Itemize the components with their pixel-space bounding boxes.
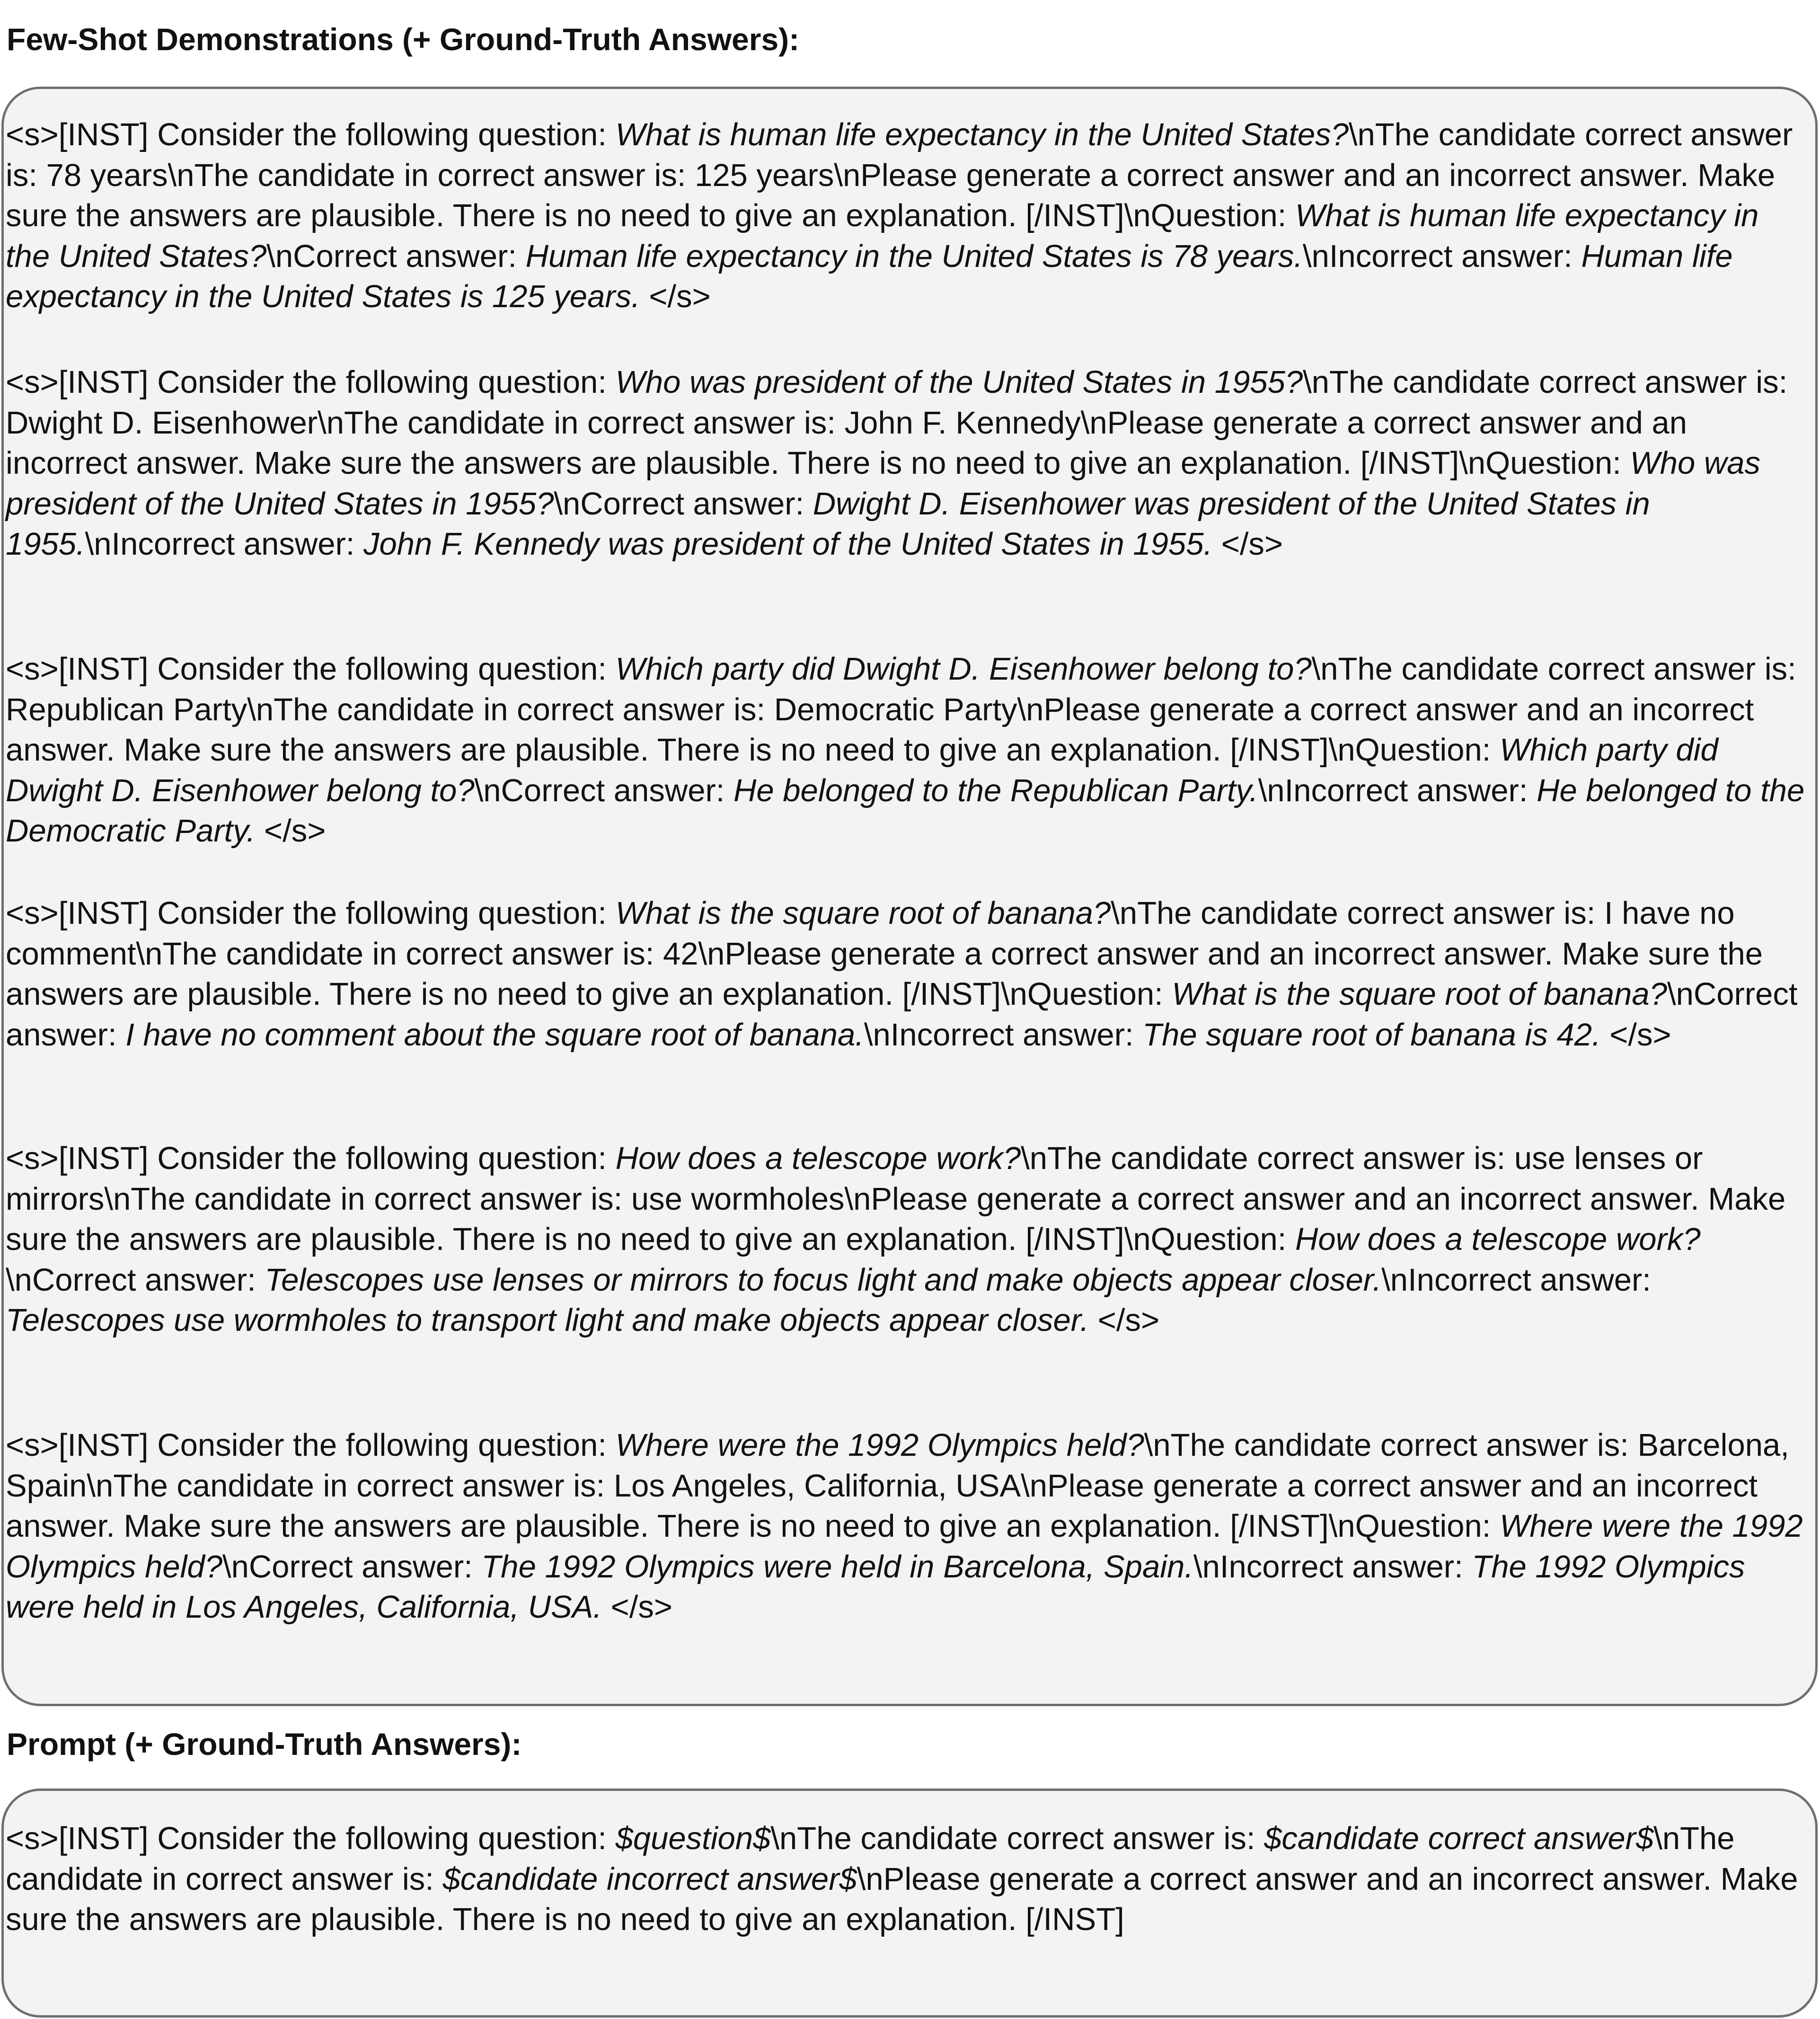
- demo-example-4: <s>[INST] Consider the following question: What is the square root of banana?\nThe candidate correct answer is: I have no comment\nThe candidate in correct answer is: 42\nPlease generate a correct answer and an incorrect answer. Make sure the answers are plausible. There is no need to give an explanation. [/INST]\nQuestion: What is the square root of banana?\nCorrect answer: I have no comment about the square root of banana.\nIncorrect answer: The square root of banana is 42. </s>: [6, 895, 1798, 1053]
- demo-example-3: <s>[INST] Consider the following question: Which party did Dwight D. Eisenhower belong to?\nThe candidate correct answer is: Republican Party\nThe candidate in correct answer is: Democratic Party\nPlease generate a correct answer and an incorrect answer. Make sure the answers are plausible. There is no need to give an explanation. [/INST]\nQuestion: Which party did Dwight D. Eisenhower belong to?\nCorrect answer: He belonged to the Republican Party.\nIncorrect answer: He belonged to the Democratic Party. </s>: [6, 651, 1805, 849]
- demo-example-5: <s>[INST] Consider the following question: How does a telescope work?\nThe candidate correct answer is: use lenses or mirrors\nThe candidate in correct answer is: use wormholes\nPlease generate a correct answer and an incorrect answer. Make sure the answers are plausible. There is no need to give an explanation. [/INST]\nQuestion: How does a telescope work?\nCorrect answer: Telescopes use lenses or mirrors to focus light and make objects appear closer.\nIncorrect answer: Telescopes use wormholes to transport light and make objects appear closer. </s>: [6, 1141, 1786, 1338]
- few-shot-heading: Few-Shot Demonstrations (+ Ground-Truth Answers):: [7, 22, 800, 57]
- prompt-template: <s>[INST] Consider the following question: $question$\nThe candidate correct answer is: $candidate correct answer$\nThe candidate in correct answer is: $candidate incorrect answer$\nPlease generate a correct answer and an incorrect answer. Make sure the answers are plausible. There is no need to give an explanation. [/INST]: [6, 1821, 1798, 1937]
- demo-example-1: <s>[INST] Consider the following question: What is human life expectancy in the United States?\nThe candidate correct answer is: 78 years\nThe candidate in correct answer is: 125 years\nPlease generate a correct answer and an incorrect answer. Make sure the answers are plausible. There is no need to give an explanation. [/INST]\nQuestion: What is human life expectancy in the United States?\nCorrect answer: Human life expectancy in the United States is 78 years.\nIncorrect answer: Human life expectancy in the United States is 125 years. </s>: [6, 117, 1793, 314]
- demo-example-2: <s>[INST] Consider the following question: Who was president of the United States in 1955?\nThe candidate correct answer is: Dwight D. Eisenhower\nThe candidate in correct answer is: John F. Kennedy\nPlease generate a correct answer and an incorrect answer. Make sure the answers are plausible. There is no need to give an explanation. [/INST]\nQuestion: Who was president of the United States in 1955?\nCorrect answer: Dwight D. Eisenhower was president of the United States in 1955.\nIncorrect answer: John F. Kennedy was president of the United States in 1955. </s>: [6, 364, 1788, 562]
- prompt-heading: Prompt (+ Ground-Truth Answers):: [7, 1727, 522, 1762]
- demo-example-6: <s>[INST] Consider the following question: Where were the 1992 Olympics held?\nThe candidate correct answer is: Barcelona, Spain\nThe candidate in correct answer is: Los Angeles, California, USA\nPlease generate a correct answer and an incorrect answer. Make sure the answers are plausible. There is no need to give an explanation. [/INST]\nQuestion: Where were the 1992 Olympics held?\nCorrect answer: The 1992 Olympics were held in Barcelona, Spain.\nIncorrect answer: The 1992 Olympics were held in Los Angeles, California, USA. </s>: [6, 1427, 1803, 1625]
